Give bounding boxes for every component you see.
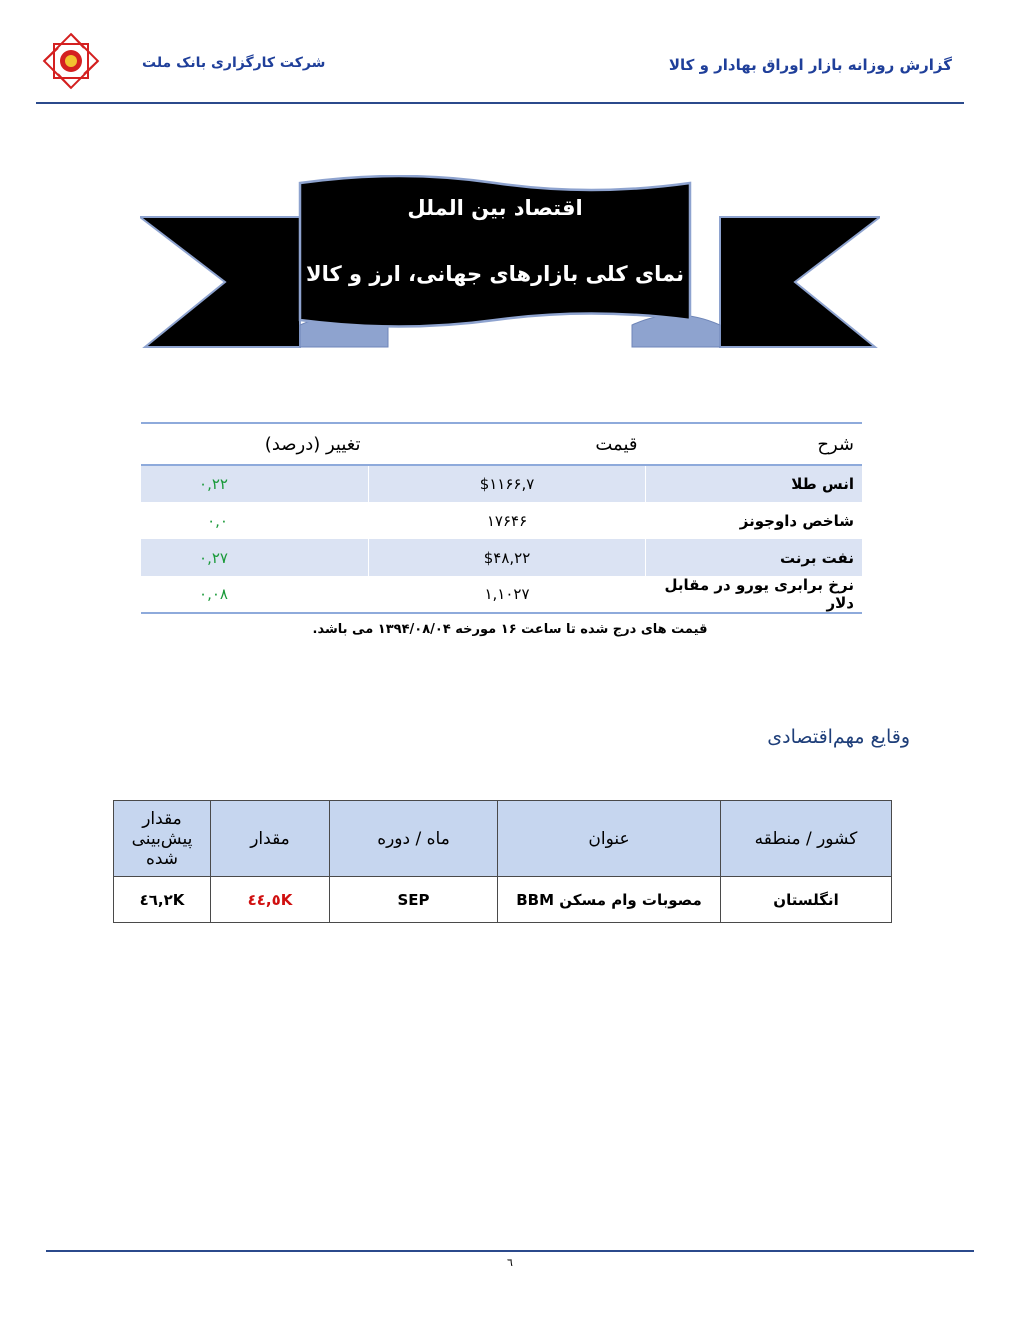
row-price: $۴۸,۲۲ xyxy=(369,539,646,576)
row-change: ۰,۰ xyxy=(207,511,228,530)
events-heading: وقایع مهم‌اقتصادی xyxy=(767,726,910,748)
row-desc: نفت برنت xyxy=(646,539,863,576)
table-row xyxy=(114,877,892,923)
footer-divider xyxy=(46,1250,974,1252)
banner-title: اقتصاد بین الملل xyxy=(407,196,583,220)
column-header-period: ماه / دوره xyxy=(330,801,498,877)
header-divider xyxy=(36,102,964,104)
row-desc: نرخ برابری یورو در مقابل دلار xyxy=(646,576,863,613)
row-desc: انس طلا xyxy=(646,465,863,502)
column-header-actual: مقدار xyxy=(211,801,330,877)
column-header-desc: شرح xyxy=(646,423,863,465)
banner-subtitle: نمای کلی بازارهای جهانی، ارز و کالا xyxy=(306,262,684,286)
column-header-country: کشور / منطقه xyxy=(721,801,892,877)
row-price: $۱۱۶۶,۷ xyxy=(369,465,646,502)
global-markets-table xyxy=(141,422,862,614)
table-header-row xyxy=(141,423,862,465)
row-desc: شاخص داوجونز xyxy=(646,502,863,539)
column-header-change: تغییر (درصد) xyxy=(141,423,369,465)
column-header-forecast: مقدار پیش‌بینی شده xyxy=(114,801,211,877)
event-period: SEP xyxy=(330,877,498,923)
column-header-title: عنوان xyxy=(498,801,721,877)
page-number: ٦ xyxy=(507,1256,513,1269)
event-actual: ٤٤,٥K xyxy=(211,877,330,923)
row-price: ۱۷۶۴۶ xyxy=(369,502,646,539)
column-header-price: قیمت xyxy=(369,423,646,465)
row-change: ۰,۰۸ xyxy=(141,576,369,613)
report-title: گزارش روزانه بازار اوراق بهادار و کالا xyxy=(668,56,952,74)
table-row xyxy=(141,465,862,502)
table-row xyxy=(141,576,862,613)
table-row xyxy=(141,539,862,576)
row-price: ۱,۱۰۲۷ xyxy=(369,576,646,613)
bank-mellat-logo-icon xyxy=(40,30,102,92)
row-change: ۰,۲۲ xyxy=(199,475,228,493)
economic-events-table xyxy=(113,800,892,923)
table-header-row xyxy=(114,801,892,877)
event-country: انگلستان xyxy=(721,877,892,923)
company-name: شرکت کارگزاری بانک ملت xyxy=(142,55,326,71)
table-row xyxy=(141,502,862,539)
price-note: قیمت های درج شده تا ساعت ۱۶ مورخه ۱۳۹۴/۰۸/۰۴ می باشد. xyxy=(312,622,708,637)
event-title: مصوبات وام مسکن BBM xyxy=(498,877,721,923)
row-change: ۰,۲۷ xyxy=(199,548,228,567)
event-forecast: ٤٦,٢K xyxy=(114,877,211,923)
